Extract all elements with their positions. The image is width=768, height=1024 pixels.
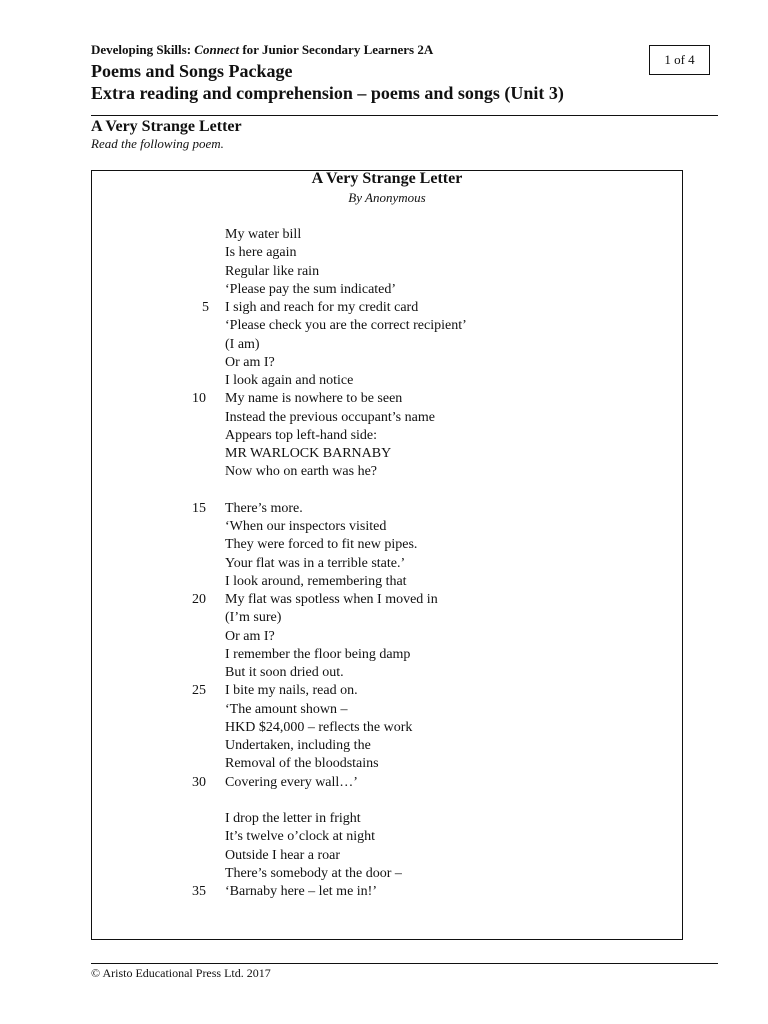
poem-line: Instead the previous occupant’s name [225,409,435,425]
poem-author: By Anonymous [348,190,426,205]
poem-line: ‘Barnaby here – let me in!’ [225,884,377,899]
poem-title: A Very Strange Letter [311,170,463,187]
series-heading [91,42,433,58]
poem-line: Or am I? [225,628,275,644]
poem-line: HKD $24,000 – reflects the work [225,719,413,735]
poem-line: ‘Please pay the sum indicated’ [225,281,397,297]
poem-line: There’s somebody at the door – [225,865,402,881]
poem-line: I look again and notice [225,373,354,388]
footer-divider [91,963,718,964]
poem-line: Now who on earth was he? [225,464,378,480]
poem-line: Is here again [225,245,297,261]
poem-line: I look around, remembering that [225,573,407,589]
poem-line: I remember the floor being damp [225,646,411,662]
poem-line: I drop the letter in fright [225,811,361,826]
poem-line: There’s more. [225,500,303,516]
line-number: 20 [192,592,206,607]
poem-line: ‘The amount shown – [225,701,348,717]
poem-line: ‘When our inspectors visited [225,519,387,534]
line-number: 30 [192,774,206,790]
section-title: A Very Strange Letter [91,118,242,135]
poem-line: Or am I? [225,354,275,370]
series-suffix: for Junior Secondary Learners 2A [239,42,434,57]
poem-line: But it soon dried out. [225,665,344,680]
poem-line: ‘Please check you are the correct recipient’ [225,318,467,334]
poem-line: MR WARLOCK BARNABY [225,446,392,461]
page-indicator: 1 of 4 [649,45,710,75]
poem-line: They were forced to fit new pipes. [225,537,418,553]
unit-subtitle: Extra reading and comprehension – poems and songs (Unit 3) [91,83,564,103]
header-titles [91,60,564,104]
poem-line: Removal of the bloodstains [225,756,379,772]
header-divider [91,115,718,116]
poem-line: (I am) [225,336,260,352]
line-number: 10 [192,391,206,407]
series-prefix: Developing Skills: [91,42,195,57]
poem-line: Covering every wall…’ [225,774,358,790]
poem-line: Your flat was in a terrible state.’ [225,555,406,571]
line-number: 25 [192,683,206,699]
poem-line: (I’m sure) [225,610,282,626]
series-italic: Connect [194,42,240,57]
poem-line: I sigh and reach for my credit card [225,300,419,315]
poem-line: It’s twelve o’clock at night [225,829,376,845]
package-title: Poems and Songs Package [91,61,293,81]
copyright-notice: © Aristo Educational Press Ltd. 2017 [91,966,271,980]
poem-container [91,170,683,940]
poem-line: Regular like rain [225,263,320,279]
poem-line: My water bill [225,227,302,242]
poem-line: Outside I hear a roar [225,847,341,863]
line-number: 15 [192,500,206,516]
line-number: 5 [202,300,209,315]
poem-line: I bite my nails, read on. [225,683,358,699]
poem-line: Undertaken, including the [225,738,371,753]
reading-instruction: Read the following poem. [91,136,224,151]
poem-line: My flat was spotless when I moved in [225,592,438,607]
poem-line: Appears top left-hand side: [225,427,378,443]
line-number: 35 [192,884,206,899]
poem-line: My name is nowhere to be seen [225,391,403,407]
